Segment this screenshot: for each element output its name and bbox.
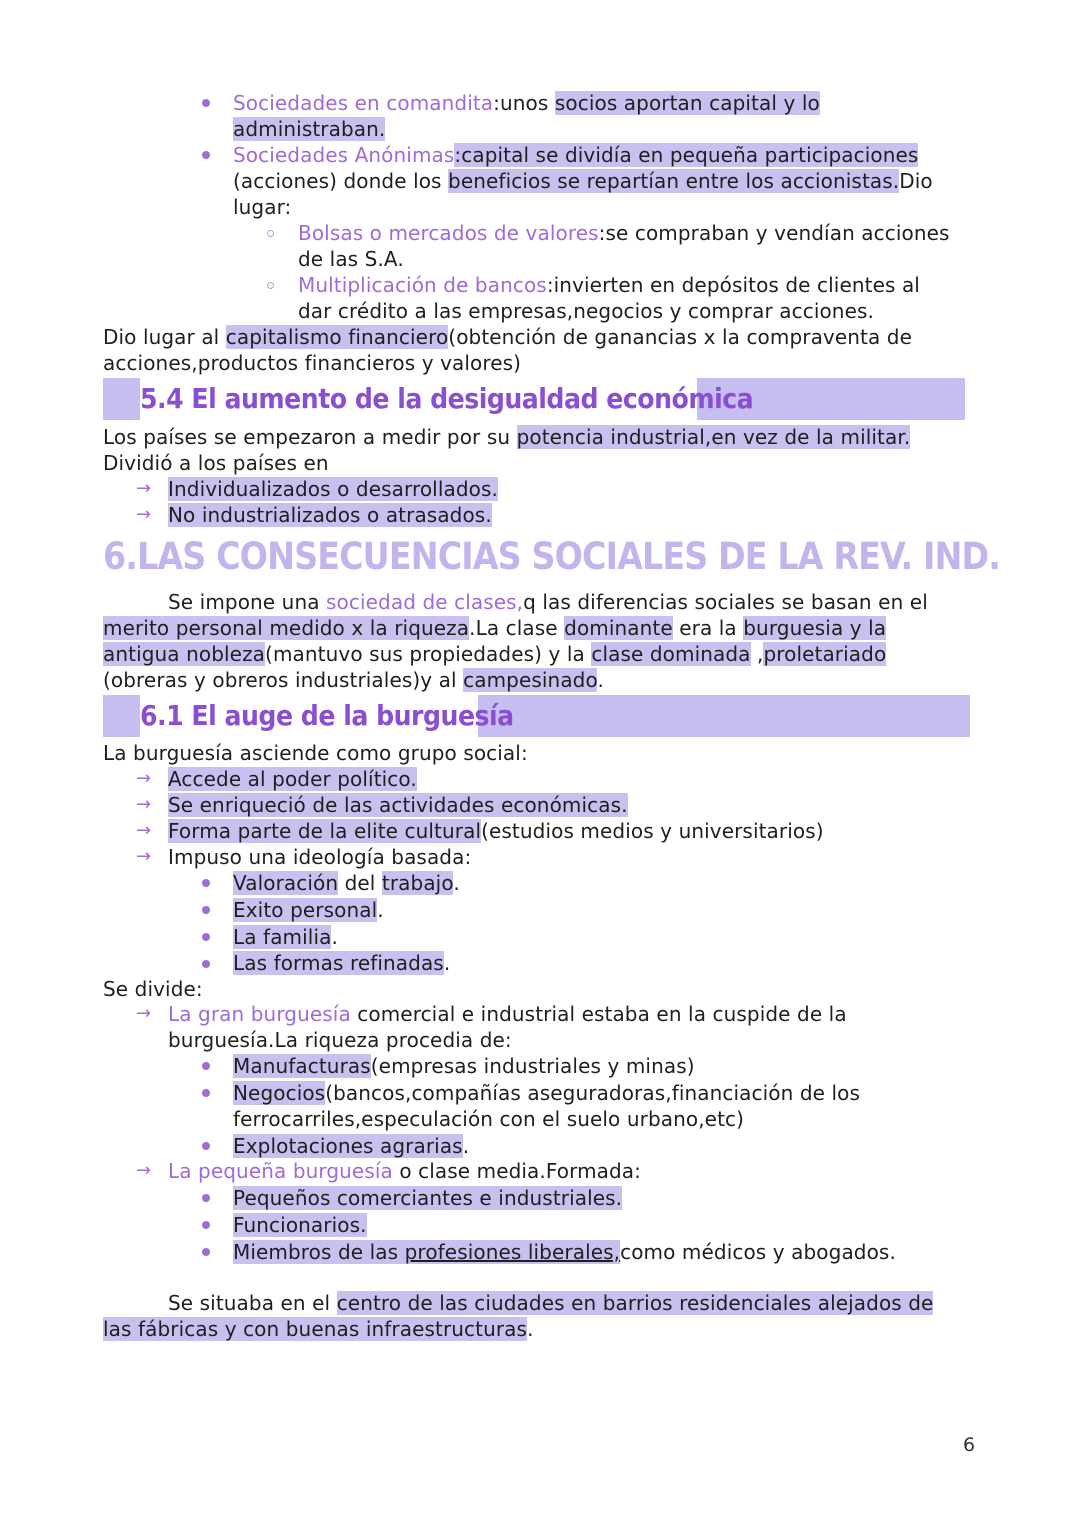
bullet [202, 1194, 210, 1202]
bullet [202, 933, 210, 941]
list-item: Accede al poder político. [168, 767, 417, 791]
arrow-icon: → [136, 478, 152, 499]
list-item: Las formas refinadas. [233, 951, 451, 975]
arrow-icon: → [136, 820, 152, 841]
list-item: Se enriqueció de las actividades económicas. [168, 793, 628, 817]
list-item: Valoración del trabajo. [233, 871, 460, 895]
heading-band [478, 695, 970, 737]
list-item: Pequeños comerciantes e industriales. [233, 1186, 623, 1210]
section-heading-6-1: 6.1 El auge de la burguesía [140, 699, 514, 732]
list-item: Miembros de las profesiones liberales,como médicos y abogados. [233, 1240, 896, 1264]
list-item: Negocios(bancos,compañías aseguradoras,financiación de los [233, 1081, 861, 1105]
bullet [202, 1089, 210, 1097]
arrow-icon: → [136, 846, 152, 867]
heading-band [103, 695, 140, 737]
list-item: No industrializados o atrasados. [168, 503, 492, 527]
list-item: Manufacturas(empresas industriales y minas) [233, 1054, 695, 1078]
bullet [202, 1062, 210, 1070]
paragraph-capitalismo: Dio lugar al capitalismo financiero(obtención de ganancias x la compraventa de [103, 325, 913, 349]
list-item: Funcionarios. [233, 1213, 367, 1237]
arrow-icon: → [136, 1003, 152, 1024]
bullet [202, 151, 210, 159]
list-item-comandita: Sociedades en comandita:unos socios aportan capital y lo [233, 91, 820, 115]
document-page: Sociedades en comandita:unos socios aportan capital y lo administraban. Sociedades Anónimas:capital se dividía en pequeña participaciones (acciones) donde los beneficios se repartían entre los accionistas.Dio lugar: Bolsas o mercados de valores:se compraban y vendían acciones de las S.A. Multiplicación de bancos:invierten en depósitos de clientes al dar crédito a las empresas,negocios y comprar acciones. Dio lugar al capitalismo financiero(obtención de ganancias x la compraventa de acciones,productos financieros y valores) 5.4 El aumento de la desigualdad económica Los países se empezaron a medir por su potencia industrial,en vez de la militar. Dividió a los países en → Individualizados o desarrollados. → No industrializados o atrasados. 6.LAS CONSECUENCIAS SOCIALES DE LA REV. IND. Se impone una sociedad de clases,q las diferencias sociales se basan en el merito personal medido x la riqueza.La clase dominante era la burguesia y la antigua nobleza(mantuvo sus propiedades) y la clase dominada ,proletariado (obreras y obreros industriales)y al campesinado. 6.1 El auge de la burguesía La burguesía asciende como grupo social: → Accede al poder político. → Se enriqueció de las actividades económicas. → Forma parte de la elite cultural(estudios medios y universitarios) → Impuso una ideología basada: Valoración del trabajo. Exito personal. La familia. Las formas refinadas. Se divide: → La gran burguesía comercial e industrial estaba en la cuspide de la burguesía.La riqueza procedia de: Manufacturas(empresas industriales y minas) Negocios(bancos,compañías aseguradoras,financiación de los ferrocarriles,especulación con el suelo urbano,etc) Explotaciones agrarias. → La pequeña burguesía o clase media.Formada: Pequeños comerciantes e industriales. Funcionarios. Miembros de las profesiones liberales,como médicos y abogados. Se situaba en el centro de las ciudades en barrios residenciales alejados de las fábricas y con buenas infraestructuras. 6 [103, 91, 1001, 1456]
arrow-icon: → [136, 794, 152, 815]
bullet [202, 879, 210, 887]
list-item-pequena-burguesia: La pequeña burguesía o clase media.Formada: [168, 1159, 641, 1183]
heading-band [103, 378, 140, 420]
arrow-icon: → [136, 504, 152, 525]
bullet [202, 1248, 210, 1256]
sublist-item-bancos: Multiplicación de bancos:invierten en depósitos de clientes al [298, 273, 920, 297]
term: Sociedades Anónimas [233, 143, 455, 167]
sublist-item-bolsas: Bolsas o mercados de valores:se compraban y vendían acciones [298, 221, 950, 245]
bullet [202, 99, 210, 107]
bullet [202, 960, 210, 968]
bullet [202, 906, 210, 914]
paragraph-section-6: Se impone una sociedad de clases,q las diferencias sociales se basan en el [168, 590, 928, 614]
paragraph-final: Se situaba en el centro de las ciudades en barrios residenciales alejados de [168, 1291, 934, 1315]
list-item: Individualizados o desarrollados. [168, 477, 498, 501]
list-item: La familia. [233, 925, 338, 949]
bullet [202, 1142, 210, 1150]
list-item: Exito personal. [233, 898, 384, 922]
list-item: Forma parte de la elite cultural(estudios medios y universitarios) [168, 819, 824, 843]
bullet [202, 1221, 210, 1229]
term: Sociedades en comandita [233, 91, 494, 115]
list-item: Impuso una ideología basada: [168, 845, 472, 869]
list-item-gran-burguesia: La gran burguesía comercial e industrial estaba en la cuspide de la [168, 1002, 847, 1026]
page-number: 6 [963, 1434, 976, 1456]
arrow-icon: → [136, 768, 152, 789]
paragraph: Los países se empezaron a medir por su potencia industrial,en vez de la militar. [103, 425, 911, 449]
sub-bullet [267, 230, 274, 237]
section-heading-6: 6.LAS CONSECUENCIAS SOCIALES DE LA REV. IND. [103, 535, 1001, 578]
list-item-anonimas: Sociedades Anónimas:capital se dividía en pequeña participaciones [233, 143, 919, 167]
arrow-icon: → [136, 1160, 152, 1181]
sub-bullet [267, 282, 274, 289]
section-heading-5-4: 5.4 El aumento de la desigualdad económica [140, 382, 754, 415]
list-item: Explotaciones agrarias. [233, 1134, 470, 1158]
